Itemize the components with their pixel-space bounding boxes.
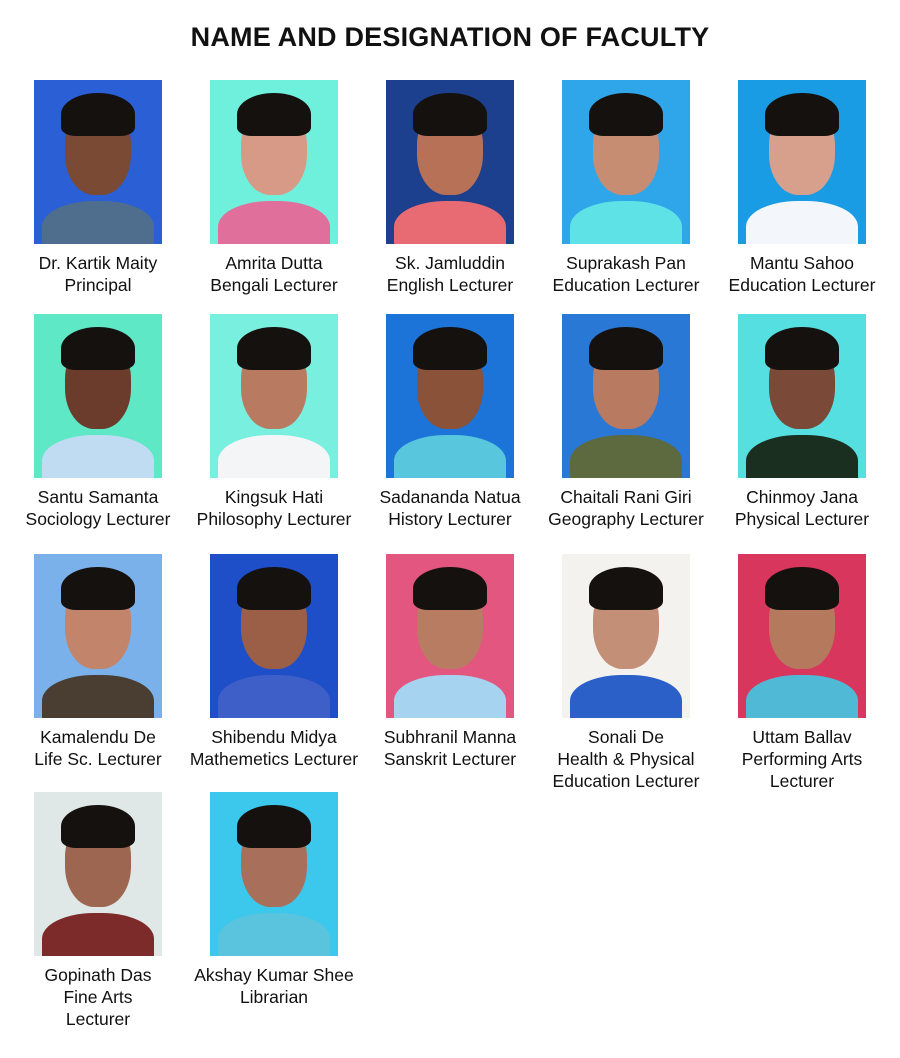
faculty-card — [186, 314, 362, 530]
faculty-card — [10, 792, 186, 1030]
faculty-caption — [714, 252, 890, 296]
faculty-photo — [210, 314, 338, 478]
faculty-photo — [738, 554, 866, 718]
faculty-designation: Performing Arts — [741, 749, 863, 769]
faculty-photo — [34, 80, 162, 244]
faculty-designation: Sociology Lecturer — [25, 509, 171, 529]
faculty-caption — [538, 252, 714, 296]
faculty-photo — [386, 80, 514, 244]
faculty-photo — [386, 554, 514, 718]
faculty-caption — [10, 252, 186, 296]
faculty-designation: Geography Lecturer — [548, 509, 704, 529]
faculty-photo — [34, 554, 162, 718]
faculty-photo — [34, 792, 162, 956]
faculty-designation: Bengali Lecturer — [210, 275, 338, 295]
faculty-card — [186, 792, 362, 1008]
faculty-card — [714, 80, 890, 296]
faculty-designation: Librarian — [239, 987, 309, 1007]
faculty-name: Mantu Sahoo — [749, 253, 855, 273]
faculty-photo — [738, 80, 866, 244]
faculty-designation: Principal — [64, 275, 132, 295]
faculty-caption — [362, 252, 538, 296]
faculty-name: Akshay Kumar Shee — [194, 965, 354, 985]
faculty-name: Kingsuk Hati — [224, 487, 324, 507]
faculty-card — [362, 554, 538, 770]
faculty-card — [10, 80, 186, 296]
faculty-caption — [538, 486, 714, 530]
faculty-photo — [210, 792, 338, 956]
faculty-card — [538, 314, 714, 530]
faculty-card — [362, 314, 538, 530]
faculty-photo — [562, 80, 690, 244]
faculty-caption — [714, 486, 890, 530]
faculty-name: Sk. Jamluddin — [395, 253, 505, 273]
faculty-name: Shibendu Midya — [211, 727, 337, 747]
faculty-caption — [186, 964, 362, 1008]
faculty-name: Suprakash Pan — [566, 253, 686, 273]
faculty-photo — [738, 314, 866, 478]
faculty-name: Subhranil Manna — [383, 727, 517, 747]
faculty-name: Sonali De — [588, 727, 664, 747]
faculty-designation: Sanskrit Lecturer — [383, 749, 517, 769]
faculty-card — [714, 314, 890, 530]
page-title: NAME AND DESIGNATION OF FACULTY — [190, 22, 710, 52]
faculty-photo — [386, 314, 514, 478]
faculty-designation: Health & Physical — [557, 749, 695, 769]
faculty-card — [186, 80, 362, 296]
faculty-designation: Education Lecturer — [728, 275, 876, 295]
faculty-name: Dr. Kartik Maity — [38, 253, 158, 273]
faculty-photo — [562, 554, 690, 718]
faculty-name: Chinmoy Jana — [746, 487, 858, 507]
faculty-caption — [538, 726, 714, 792]
faculty-designation: Education Lecturer — [552, 771, 700, 791]
faculty-name: Santu Samanta — [37, 487, 159, 507]
faculty-name: Gopinath Das — [44, 965, 152, 985]
faculty-designation: Fine Arts — [63, 987, 133, 1007]
faculty-card — [186, 554, 362, 770]
faculty-photo — [210, 80, 338, 244]
faculty-designation: Education Lecturer — [552, 275, 700, 295]
faculty-designation: English Lecturer — [386, 275, 514, 295]
faculty-caption — [10, 726, 186, 770]
faculty-caption — [10, 486, 186, 530]
faculty-photo — [562, 314, 690, 478]
faculty-name: Amrita Dutta — [225, 253, 323, 273]
faculty-designation: Philosophy Lecturer — [196, 509, 352, 529]
faculty-designation: Physical Lecturer — [734, 509, 870, 529]
faculty-caption — [362, 486, 538, 530]
faculty-card — [10, 554, 186, 770]
faculty-designation: Mathemetics Lecturer — [189, 749, 359, 769]
faculty-caption — [186, 726, 362, 770]
faculty-caption — [186, 486, 362, 530]
faculty-photo — [210, 554, 338, 718]
faculty-designation: History Lecturer — [388, 509, 512, 529]
faculty-designation: Life Sc. Lecturer — [34, 749, 162, 769]
faculty-photo — [34, 314, 162, 478]
faculty-caption — [186, 252, 362, 296]
faculty-caption — [362, 726, 538, 770]
faculty-caption — [714, 726, 890, 792]
faculty-card — [362, 80, 538, 296]
faculty-card — [10, 314, 186, 530]
faculty-name: Sadananda Natua — [379, 487, 521, 507]
faculty-designation: Lecturer — [65, 1009, 131, 1029]
faculty-name: Kamalendu De — [40, 727, 156, 747]
faculty-name: Uttam Ballav — [752, 727, 852, 747]
faculty-caption — [10, 964, 186, 1030]
faculty-card — [538, 554, 714, 792]
faculty-name: Chaitali Rani Giri — [560, 487, 692, 507]
faculty-card — [714, 554, 890, 792]
faculty-card — [538, 80, 714, 296]
faculty-designation: Lecturer — [769, 771, 835, 791]
